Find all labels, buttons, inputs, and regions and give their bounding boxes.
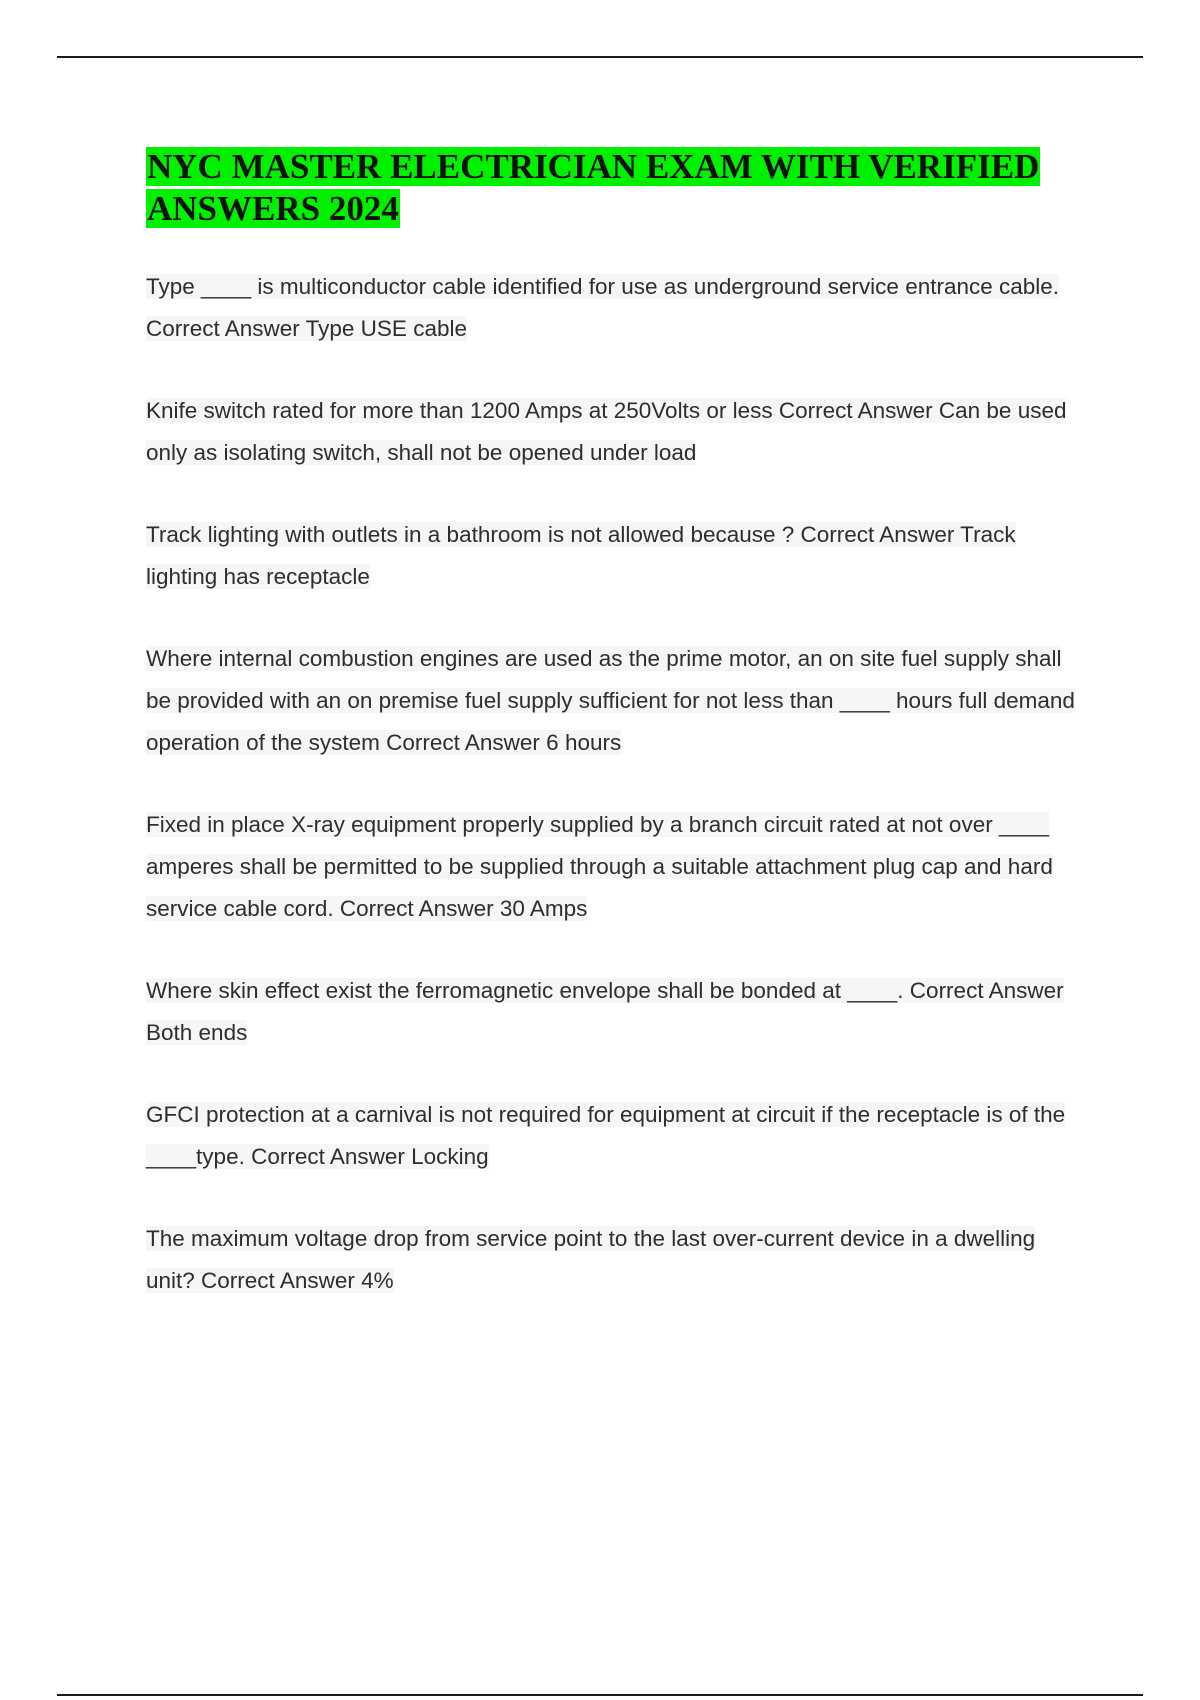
qa-item xyxy=(146,970,1086,1054)
qa-item-text: Where skin effect exist the ferromagnetic envelope shall be bonded at ____. Correct Answer Both ends xyxy=(146,978,1064,1045)
qa-item-text: Track lighting with outlets in a bathroom is not allowed because ? Correct Answer Track lighting has receptacle xyxy=(146,522,1016,589)
document-title xyxy=(146,146,1086,230)
qa-item xyxy=(146,514,1086,598)
top-rule xyxy=(57,56,1143,58)
document-body xyxy=(146,146,1086,1342)
qa-item-text: Fixed in place X-ray equipment properly supplied by a branch circuit rated at not over ____ amperes shall be permitted to be supplied through a suitable attachment plug cap and hard service cable cord. Correct Answer 30 Amps xyxy=(146,812,1053,921)
bottom-rule xyxy=(57,1694,1143,1696)
qa-item-text: Type ____ is multiconductor cable identified for use as underground service entrance cable. Correct Answer Type USE cable xyxy=(146,274,1060,341)
qa-item xyxy=(146,1218,1086,1302)
qa-item xyxy=(146,390,1086,474)
qa-item-text: Knife switch rated for more than 1200 Amps at 250Volts or less Correct Answer Can be used only as isolating switch, shall not be opened under load xyxy=(146,398,1067,465)
qa-item xyxy=(146,266,1086,350)
qa-item-text: Where internal combustion engines are used as the prime motor, an on site fuel supply shall be provided with an on premise fuel supply sufficient for not less than ____ hours full demand operation of the system Correct Answer 6 hours xyxy=(146,646,1075,755)
document-title-text: NYC MASTER ELECTRICIAN EXAM WITH VERIFIED ANSWERS 2024 xyxy=(147,147,1040,228)
qa-item xyxy=(146,804,1086,930)
qa-item-text: GFCI protection at a carnival is not required for equipment at circuit if the receptacle is of the ____type. Correct Answer Locking xyxy=(146,1102,1066,1169)
qa-item xyxy=(146,638,1086,764)
qa-item xyxy=(146,1094,1086,1178)
qa-item-text: The maximum voltage drop from service point to the last over-current device in a dwelling unit? Correct Answer 4% xyxy=(146,1226,1036,1293)
